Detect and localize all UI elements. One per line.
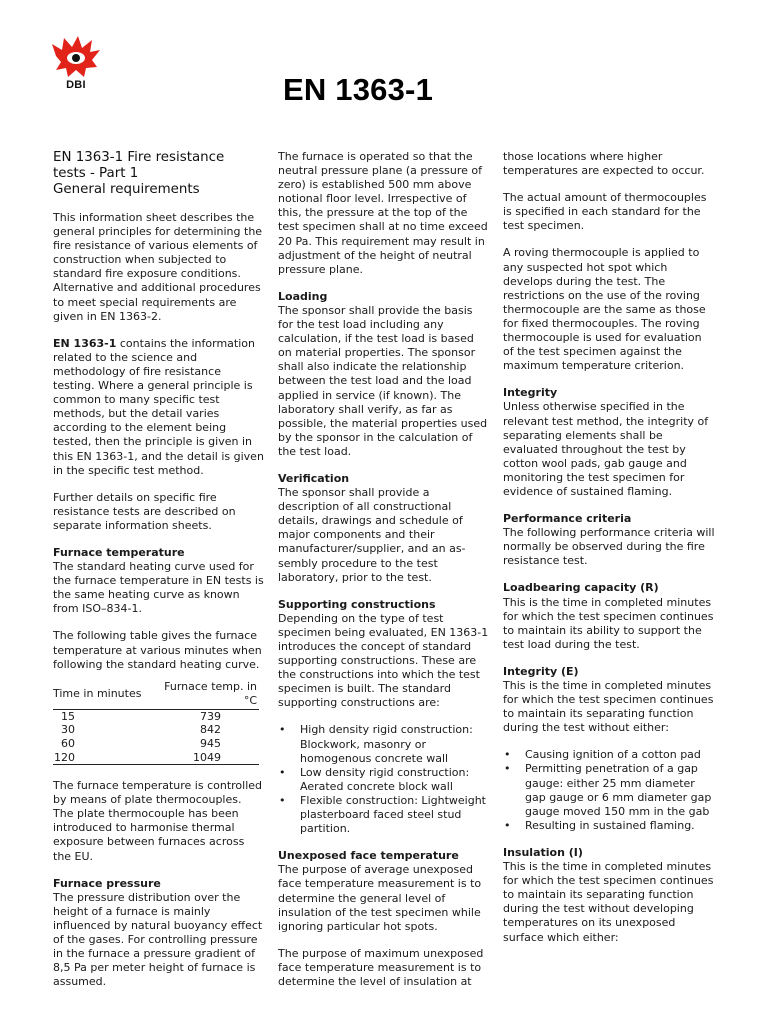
insulation-paragraph: This is the time in completed minutes for which the test specimen continues to maintain its separating function during the test without developing temperatures on its unexposed surface which either: (503, 860, 714, 944)
further-details-paragraph: Further details on specific fire resistance tests are described on separate information sheets. (53, 490, 236, 532)
list-item: • High density rigid construction: Blockwork, masonry or homogenous concrete wall (278, 723, 490, 765)
integrity-section (503, 386, 715, 499)
verification-paragraph: The sponsor shall provide a description of all constructional details, drawings and schedule of major components and their manufacturer/supplier, and an as-sembly procedure to the test laboratory, prior to the test. (278, 486, 466, 584)
table-row (53, 737, 259, 751)
list-item: • Permitting penetration of a gap gauge: either 25 mm diameter gap gauge or 6 mm diameter gap gauge moved 150 mm in the gab (503, 762, 715, 818)
table-cell-temp: 739 (200, 709, 221, 723)
supporting-constructions-list (278, 723, 490, 836)
loadbearing-section (503, 581, 715, 651)
pressure-continued-paragraph: The furnace is operated so that the neutral pressure plane (a pressure of zero) is established 500 mm above notional floor level. Irrespective of this, the pressure at the top of the test specimen shall at no time exceed 20 Pa. This requirement may result in adjustment of the height of neutral pressure plane. (278, 150, 488, 276)
thermocouple-continued-paragraph: those locations where higher temperatures are expected to occur. (503, 150, 705, 178)
table-cell-minutes: 30 (61, 723, 75, 737)
logo-text: DBI (66, 79, 86, 91)
verification-heading: Verification (278, 471, 350, 485)
furnace-temperature-heading: Furnace temperature (53, 545, 185, 559)
supporting-constructions-section (278, 598, 490, 837)
furnace-pressure-section (53, 877, 265, 990)
document-title: EN 1363-1 (283, 72, 434, 107)
table-header-temp: Furnace temp. in °C (155, 680, 259, 710)
main-heading-line-2: tests - Part 1 (53, 166, 139, 181)
column-2 (278, 150, 490, 1002)
integrity-e-paragraph: This is the time in completed minutes for which the test specimen continues to maintain its separating function during the test without either: (503, 679, 714, 735)
integrity-heading: Integrity (503, 386, 558, 400)
performance-criteria-heading: Performance criteria (503, 512, 632, 526)
unexposed-face-heading: Unexposed face temperature (278, 849, 459, 863)
furnace-pressure-heading: Furnace pressure (53, 876, 161, 890)
supporting-constructions-paragraph: Depending on the type of test specimen being evaluated, EN 1363-1 introduces the concept of standard supporting constructions. These are the constructions into which the test specimen is built. The standard supporting constructions are: (278, 611, 489, 710)
intro-paragraph: This information sheet describes the general principles for determining the fire resistance of various elements of construction when subjected to standard fire exposure conditions. Alternative and additional procedures to meet special requirements are given in EN 1363-2. (53, 211, 263, 323)
loading-paragraph: The sponsor shall provide the basis for the test load including any calculation, if the test load is based on material properties. The sponsor shall also indicate the relationship between the test load and the load applied in service (if known). The laboratory shall verify, as far as possible, the material properties used by the sponsor in the calculation of the test load. (278, 303, 488, 458)
thermocouple-amount-paragraph: The actual amount of thermocouples is specified in each standard for the test specimen. (503, 191, 707, 233)
table-cell-temp: 945 (200, 736, 221, 750)
list-item: • Resulting in sustained flaming. (503, 819, 715, 833)
integrity-paragraph: Unless otherwise specified in the relevant test method, the integrity of separating elements shall be evaluated throughout the test by cotton wool pads, gab gauge and monitoring the test specimen for evidence of sustained flaming. (503, 400, 709, 498)
unexposed-face-p1: The purpose of average unexposed face temperature measurement is to determine the general level of insulation of the test specimen while ignoring particular hot spots. (278, 863, 482, 933)
column-3 (503, 150, 715, 958)
furnace-temperature-p1: The standard heating curve used for the furnace temperature in EN tests is the same heating curve as known from ISO–834-1. (53, 560, 264, 616)
table-cell-temp: 1049 (155, 751, 259, 765)
integrity-e-section (503, 665, 715, 833)
furnace-pressure-p1: The pressure distribution over the height of a furnace is mainly influenced by natural buoyancy effect of the gases. For controlling pressure in the furnace a pressure gradient of 8,5 Pa per meter height of furnace is assumed. (53, 890, 263, 989)
list-item: • Flexible construction: Lightweight plasterboard faced steel stud partition. (278, 794, 490, 836)
insulation-heading: Insulation (I) (503, 845, 583, 859)
en1363-bold: EN 1363-1 (53, 336, 117, 350)
list-item: • Causing ignition of a cotton pad (503, 748, 715, 762)
en1363-paragraph (53, 337, 265, 478)
table-header-minutes: Time in minutes (53, 680, 155, 710)
main-heading-line-1: EN 1363-1 Fire resistance (53, 150, 225, 165)
table-row (53, 751, 259, 765)
furnace-temperature-p3: The furnace temperature is controlled by means of plate thermocouples. The plate thermocouple has been introduced to harmonise thermal exposure between furnaces across the EU. (53, 779, 263, 863)
loadbearing-heading: Loadbearing capacity (R) (503, 581, 659, 595)
furnace-temperature-p2: The following table gives the furnace temperature at various minutes when following the standard heating curve. (53, 629, 262, 671)
loading-heading: Loading (278, 289, 328, 303)
insulation-section (503, 846, 715, 945)
en1363-rest: contains the information related to the science and methodology of fire resistance testing. Where a general principle is common to many specific test methods, but the detail varies according to the element being tested, then the principle is given in this EN 1363-1, and the detail is given in the specific test method. (53, 336, 264, 477)
supporting-constructions-heading: Supporting constructions (278, 597, 436, 611)
table-header-row (53, 680, 259, 710)
table-row (53, 723, 259, 737)
column-1 (53, 150, 265, 1002)
unexposed-face-section (278, 849, 490, 989)
main-heading (53, 150, 265, 198)
unexposed-face-p2: The purpose of maximum unexposed face temperature measurement is to determine the level of insulation at (278, 946, 484, 988)
table-cell-minutes: 60 (61, 736, 75, 750)
table-row (53, 709, 259, 723)
list-item: • Low density rigid construction: Aerated concrete block wall (278, 766, 490, 794)
performance-criteria-section (503, 512, 715, 568)
loading-section (278, 290, 490, 459)
table-cell-minutes: 15 (61, 709, 75, 723)
verification-section (278, 472, 490, 585)
performance-criteria-paragraph: The following performance criteria will normally be observed during the fire resistance test. (503, 526, 715, 568)
integrity-e-list (503, 748, 715, 833)
roving-thermocouple-paragraph: A roving thermocouple is applied to any suspected hot spot which develops during the test. The restrictions on the use of the roving thermocouple are the same as those for fixed thermocouples. The roving thermocouple is used for evaluation of the test specimen against the maximum temperature criterion. (503, 246, 706, 373)
main-heading-line-3: General requirements (53, 182, 200, 197)
table-cell-minutes: 120 (54, 750, 75, 764)
table-cell-temp: 842 (200, 723, 221, 737)
furnace-temperature-section (53, 546, 265, 864)
loadbearing-paragraph: This is the time in completed minutes for which the test specimen continues to maintain its ability to support the test load during the test. (503, 595, 714, 651)
integrity-e-heading: Integrity (E) (503, 664, 579, 678)
furnace-temperature-table (53, 680, 259, 765)
